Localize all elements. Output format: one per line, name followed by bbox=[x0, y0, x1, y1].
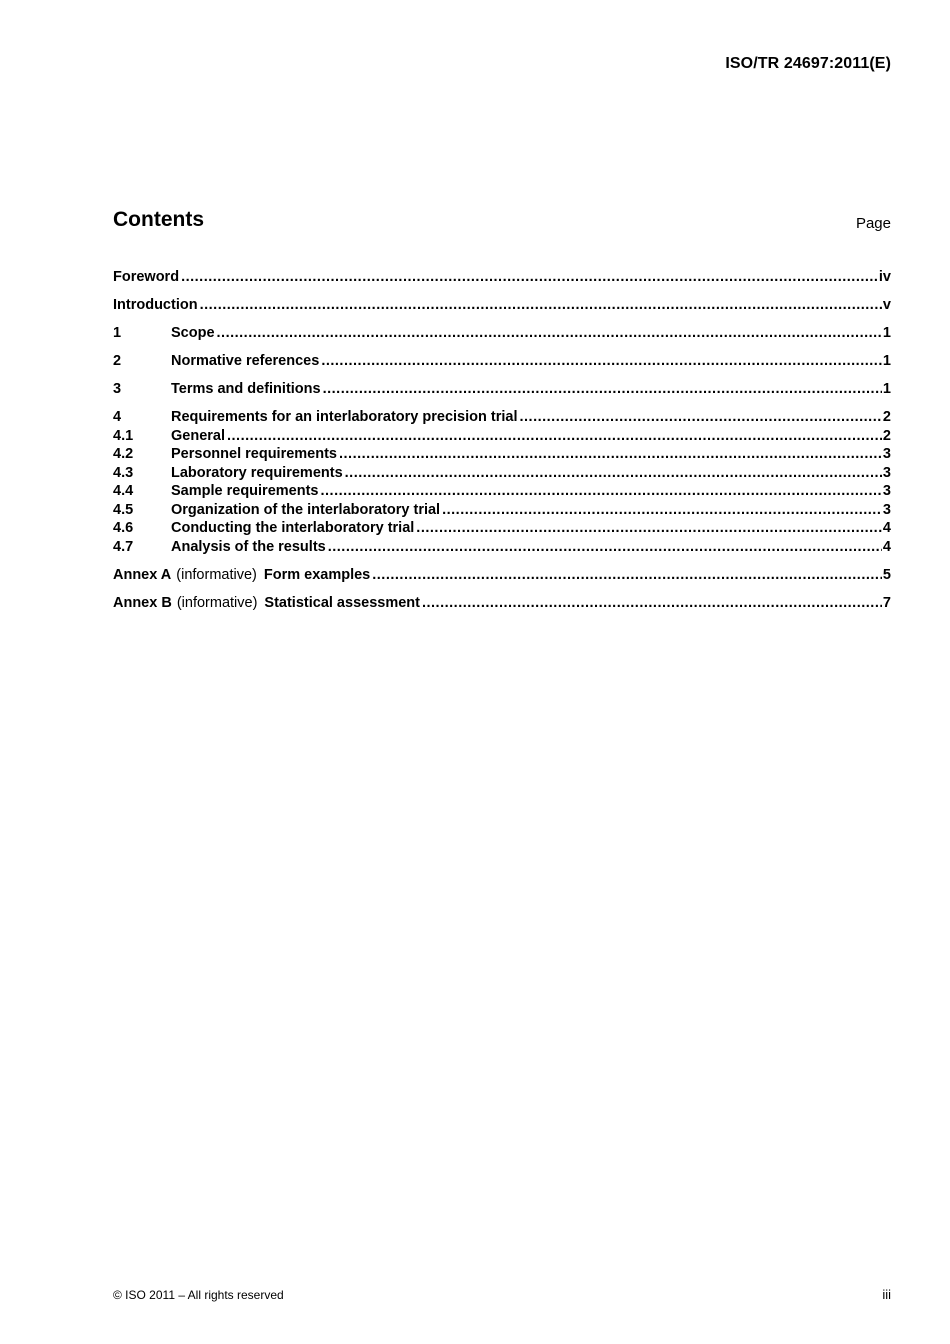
toc-leader-dots bbox=[181, 268, 878, 287]
toc-entry-title: Introduction bbox=[113, 297, 198, 313]
toc-leader-dots bbox=[416, 519, 882, 538]
toc-entry-scope[interactable] bbox=[113, 324, 891, 343]
toc-entry-page: iv bbox=[878, 269, 891, 285]
toc-entry-title: Foreword bbox=[113, 269, 180, 285]
toc-leader-dots bbox=[339, 445, 882, 464]
toc-entry-number: 3 bbox=[113, 381, 122, 397]
toc-entry-page: v bbox=[882, 297, 891, 313]
toc-entry-number: 2 bbox=[113, 353, 122, 369]
toc-entry-number: 4.1 bbox=[113, 427, 134, 444]
toc-leader-dots bbox=[200, 296, 882, 315]
toc-entry-number: 1 bbox=[113, 325, 122, 341]
toc-leader-dots bbox=[227, 427, 882, 446]
toc-entry-page: 1 bbox=[882, 381, 891, 397]
toc-entry-organization[interactable] bbox=[113, 501, 891, 520]
toc-entry-conducting[interactable] bbox=[113, 519, 891, 538]
toc-entry-number: 4.3 bbox=[113, 464, 134, 481]
toc-entry-number: 4.7 bbox=[113, 538, 134, 555]
toc-annex-note: (informative) bbox=[176, 566, 257, 583]
toc-leader-dots bbox=[345, 464, 882, 483]
toc-entry-analysis[interactable] bbox=[113, 538, 891, 557]
toc-entry-foreword[interactable] bbox=[113, 268, 891, 287]
toc-leader-dots bbox=[328, 538, 882, 557]
toc-entry-page: 7 bbox=[882, 594, 891, 611]
toc-entry-title: Laboratory requirements bbox=[171, 464, 343, 481]
toc-entry-page: 2 bbox=[882, 409, 891, 425]
toc-entry-sample-requirements[interactable] bbox=[113, 482, 891, 501]
toc-entry-annex-a[interactable] bbox=[113, 566, 891, 585]
toc-leader-dots bbox=[217, 324, 882, 343]
toc-entry-title: Requirements for an interlaboratory precision trial bbox=[171, 409, 518, 425]
toc-leader-dots bbox=[320, 482, 881, 501]
toc-entry-title: Normative references bbox=[171, 353, 320, 369]
page-column-label: Page bbox=[855, 215, 891, 232]
toc-entry-number: 4.6 bbox=[113, 520, 134, 536]
toc-entry-annex-b[interactable] bbox=[113, 594, 891, 613]
toc-entry-page: 3 bbox=[882, 483, 891, 499]
toc-entry-number: 4.2 bbox=[113, 446, 134, 462]
toc-entry-title: Sample requirements bbox=[171, 483, 319, 499]
toc-entry-title: Form examples bbox=[263, 566, 371, 583]
toc-entry-page: 1 bbox=[882, 353, 891, 369]
toc-entry-title: Scope bbox=[171, 325, 215, 341]
toc-entry-normative-references[interactable] bbox=[113, 352, 891, 371]
toc-entry-general[interactable] bbox=[113, 427, 891, 446]
table-of-contents bbox=[113, 268, 891, 612]
toc-annex-label: Annex B bbox=[113, 594, 172, 611]
toc-leader-dots bbox=[519, 408, 881, 427]
toc-entry-number: 4 bbox=[113, 409, 122, 425]
toc-entry-title: Statistical assessment bbox=[264, 594, 420, 611]
toc-entry-terms-and-definitions[interactable] bbox=[113, 380, 891, 399]
toc-leader-dots bbox=[321, 352, 882, 371]
toc-entry-page: 3 bbox=[882, 446, 891, 462]
toc-leader-dots bbox=[442, 501, 882, 520]
toc-entry-laboratory-requirements[interactable] bbox=[113, 464, 891, 483]
contents-heading: Contents bbox=[113, 208, 204, 231]
toc-entry-page: 4 bbox=[882, 538, 891, 555]
toc-entry-title: Analysis of the results bbox=[171, 538, 326, 555]
toc-entry-personnel-requirements[interactable] bbox=[113, 445, 891, 464]
toc-entry-introduction[interactable] bbox=[113, 296, 891, 315]
toc-entry-title: Conducting the interlaboratory trial bbox=[171, 520, 415, 536]
toc-entry-title: Terms and definitions bbox=[171, 381, 321, 397]
toc-annex-note: (informative) bbox=[176, 594, 258, 611]
toc-entry-number: 4.4 bbox=[113, 483, 134, 499]
toc-entry-title: General bbox=[171, 427, 225, 444]
toc-entry-page: 2 bbox=[882, 427, 891, 444]
toc-entry-requirements[interactable] bbox=[113, 408, 891, 427]
toc-entry-page: 4 bbox=[882, 520, 891, 536]
toc-leader-dots bbox=[372, 566, 882, 585]
toc-leader-dots bbox=[323, 380, 882, 399]
toc-entry-number: 4.5 bbox=[113, 501, 134, 518]
footer-page-number: iii bbox=[882, 1287, 891, 1302]
toc-entry-page: 3 bbox=[882, 464, 891, 481]
toc-entry-title: Personnel requirements bbox=[171, 446, 337, 462]
toc-entry-page: 3 bbox=[882, 501, 891, 518]
toc-entry-title: Organization of the interlaboratory trial bbox=[171, 501, 441, 518]
toc-annex-label: Annex A bbox=[113, 566, 172, 583]
toc-entry-page: 1 bbox=[882, 325, 891, 341]
toc-leader-dots bbox=[422, 594, 882, 613]
document-code: ISO/TR 24697:2011(E) bbox=[725, 55, 891, 72]
footer-copyright: © ISO 2011 – All rights reserved bbox=[113, 1288, 284, 1302]
toc-entry-page: 5 bbox=[882, 566, 891, 583]
